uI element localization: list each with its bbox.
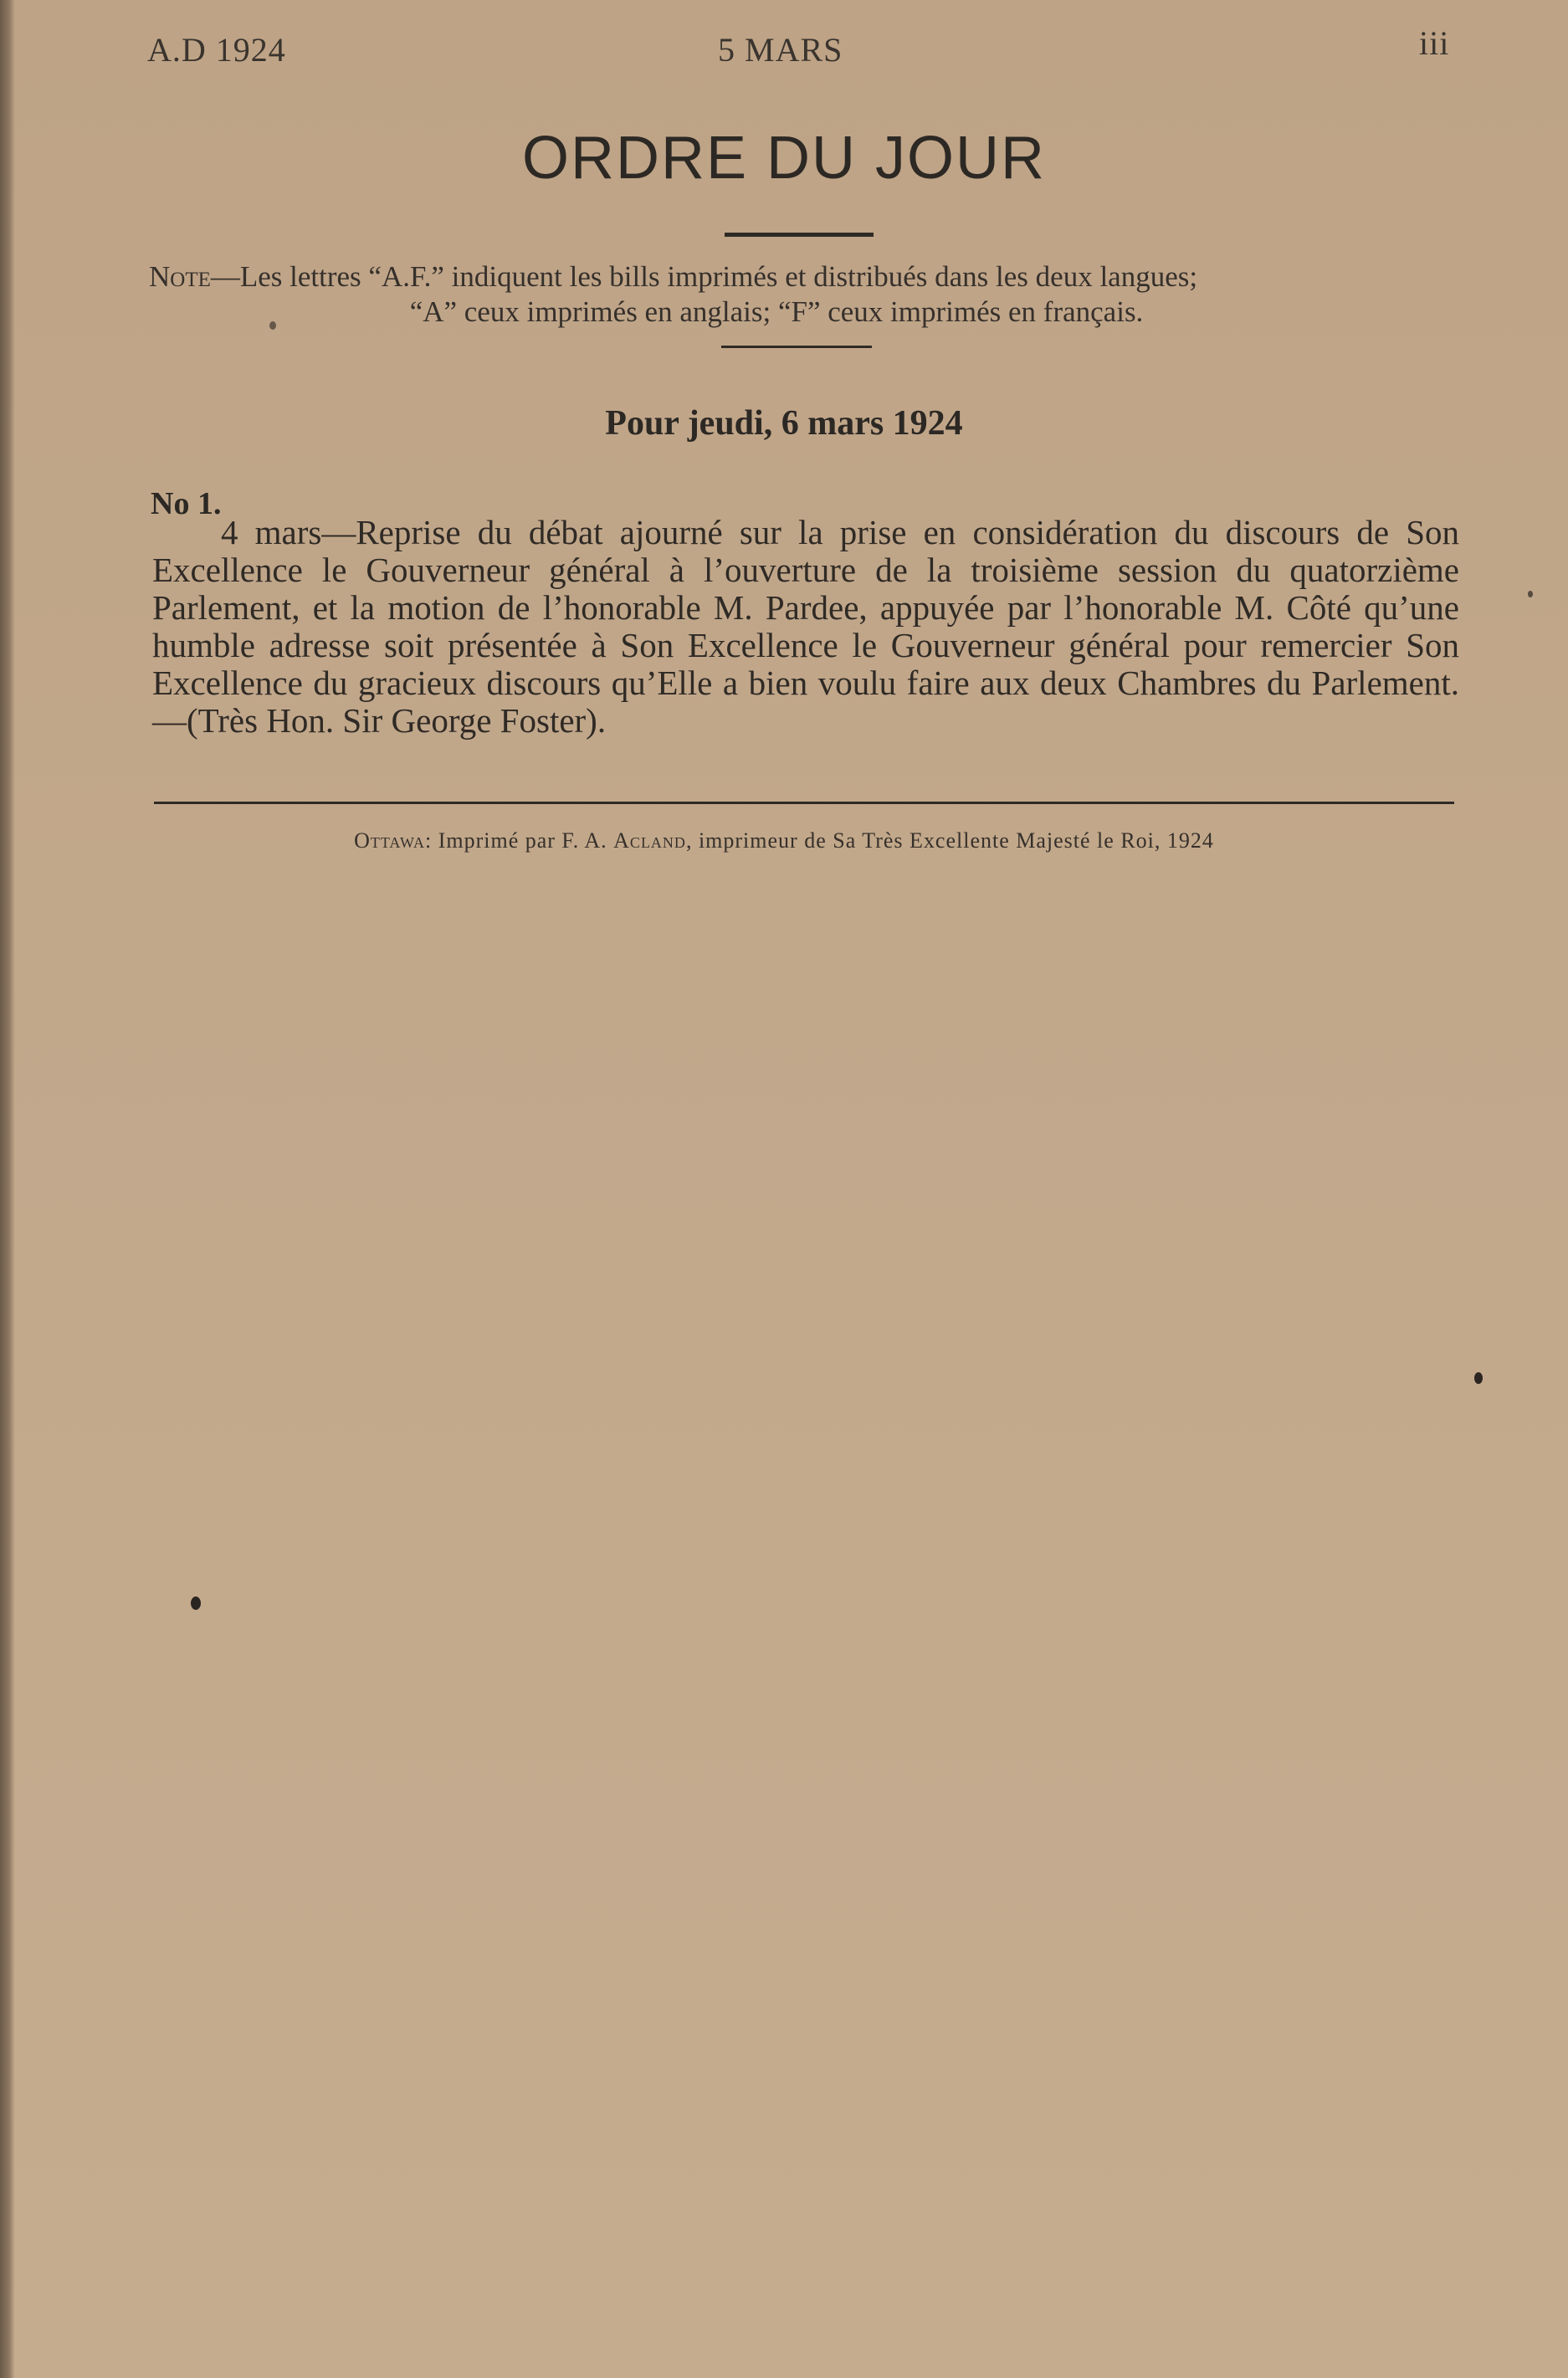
paper-speck xyxy=(191,1596,201,1610)
binding-edge xyxy=(0,0,15,2378)
imprint-printer-name: Acland xyxy=(613,828,686,853)
footer-rule xyxy=(154,802,1454,804)
paper-speck xyxy=(1528,591,1533,597)
imprint-place: Ottawa xyxy=(354,828,425,853)
imprint-text-2: , imprimeur de Sa Très Excellente Majesté le Roi, 1924 xyxy=(685,828,1214,853)
date-heading: Pour jeudi, 6 mars 1924 xyxy=(605,404,963,443)
item-number: No 1. xyxy=(151,486,222,521)
note-label: Note xyxy=(149,260,211,293)
paper-speck xyxy=(1474,1372,1483,1384)
title-rule xyxy=(725,233,874,237)
note-line-1: —Les lettres “A.F.” indiquent les bills imprimés et distribués dans les deux langues; xyxy=(210,260,1198,293)
note-rule xyxy=(721,346,872,348)
note-paragraph xyxy=(149,259,1454,330)
page-number: iii xyxy=(1419,24,1450,62)
item-text: 4 mars—Reprise du débat ajourné sur la prise en considération du discours de Son Excellence le Gouverneur général à l’ouverture de la troisième session du quatorzième Parlement, et la motion de l’honorable M. Pardee, appuyée par l’honorable M. Côté qu’une humble adresse soit présentée à Son Excellence le Gouverneur général pour remercier Son Excellence du gracieux discours qu’Elle a bien voulu faire aux deux Chambres du Parlement.—(Très Hon. Sir George Foster). xyxy=(152,513,1459,740)
paper-speck xyxy=(269,321,276,330)
page-title: ORDRE DU JOUR xyxy=(521,125,1046,192)
header-year: A.D 1924 xyxy=(147,31,286,69)
printer-imprint xyxy=(0,828,1568,853)
imprint-text-1: : Imprimé par F. A. xyxy=(424,828,614,853)
header-date: 5 MARS xyxy=(718,31,843,69)
note-line-2: “A” ceux imprimés en anglais; “F” ceux imprimés en français. xyxy=(409,295,1144,328)
